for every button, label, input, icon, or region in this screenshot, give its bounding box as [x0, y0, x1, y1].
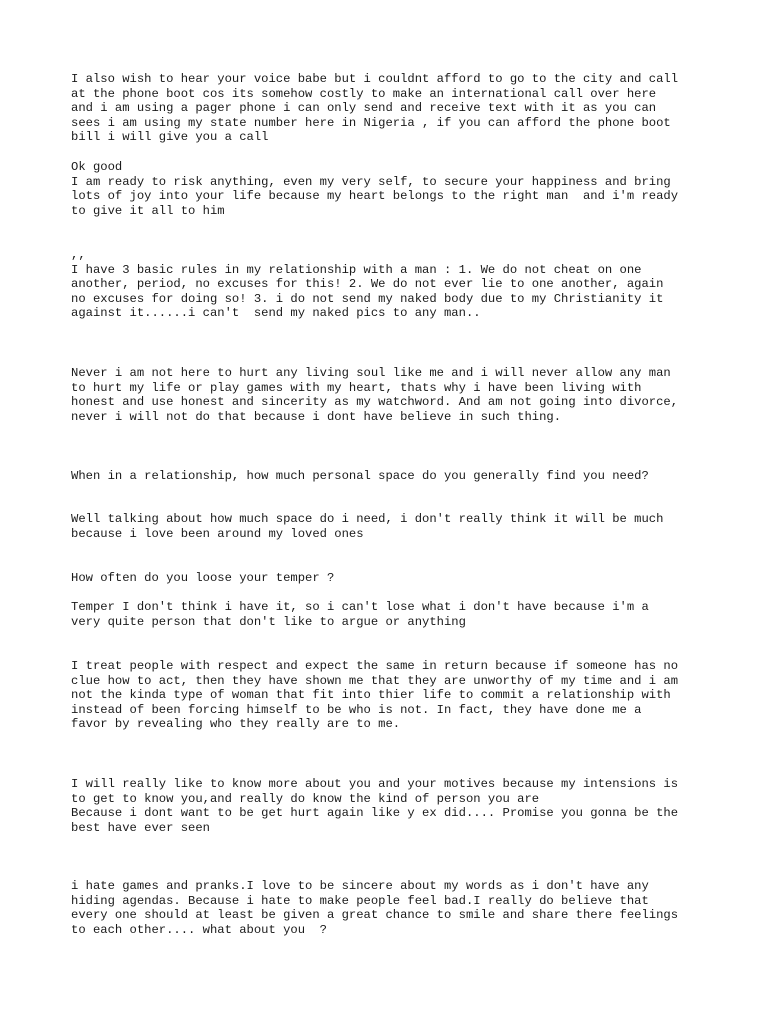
- paragraph-phone-call: I also wish to hear your voice babe but i couldnt afford to go to the city and call at the phone boot cos its somehow costly to make an international call over here and i am using a pager phone i can only send and receive text with it as you can sees i am using my state number here in Nigeria , if you can afford the phone boot bill i will give you a call: [71, 72, 679, 145]
- question-personal-space: When in a relationship, how much personal space do you generally find you need?: [71, 469, 649, 483]
- paragraph-ready-to-risk: Ok good I am ready to risk anything, even my very self, to secure your happiness and bring lots of joy into your life because my heart belongs to the right man and i'm ready to give it all to him: [71, 160, 679, 218]
- paragraph-respect: I treat people with respect and expect the same in return because if someone has no clue how to act, then they have shown me that they are unworthy of my time and i am not the kinda type of woman that fit into thier life to commit a relationship with instead of been forcing himself to be who is not. In fact, they have done me a favor by revealing who they really are to me.: [71, 659, 679, 732]
- paragraph-never-hurt: Never i am not here to hurt any living soul like me and i will never allow any man to hurt my life or play games with my heart, thats why i have been living with honest and use honest and sincerity as my watchword. And am not going into divorce, never i will not do that because i dont have believe in such thing.: [71, 366, 679, 424]
- answer-personal-space: Well talking about how much space do i need, i don't really think it will be much because i love been around my loved ones: [71, 512, 664, 541]
- paragraph-know-more: I will really like to know more about you and your motives because my intensions is to get to know you,and really do know the kind of person you are Because i dont want to be get hurt again like y ex did.... Promise you gonna be the best have ever seen: [71, 777, 679, 835]
- answer-temper: Temper I don't think i have it, so i can't lose what i don't have because i'm a very quite person that don't like to argue or anything: [71, 600, 649, 629]
- paragraph-hate-games: i hate games and pranks.I love to be sincere about my words as i don't have any hiding agendas. Because i hate to make people feel bad.I really do believe that every one should at least be given a great chance to smile and share there feelings to each other.... what about you ?: [71, 879, 679, 937]
- paragraph-basic-rules: ,, I have 3 basic rules in my relationship with a man : 1. We do not cheat on one another, period, no excuses for this! 2. We do not ever lie to one another, again no excuses for doing so! 3. i do not send my naked body due to my Christianity it against it......i can't send my naked pics to any man..: [71, 248, 664, 321]
- question-temper: How often do you loose your temper ?: [71, 571, 335, 585]
